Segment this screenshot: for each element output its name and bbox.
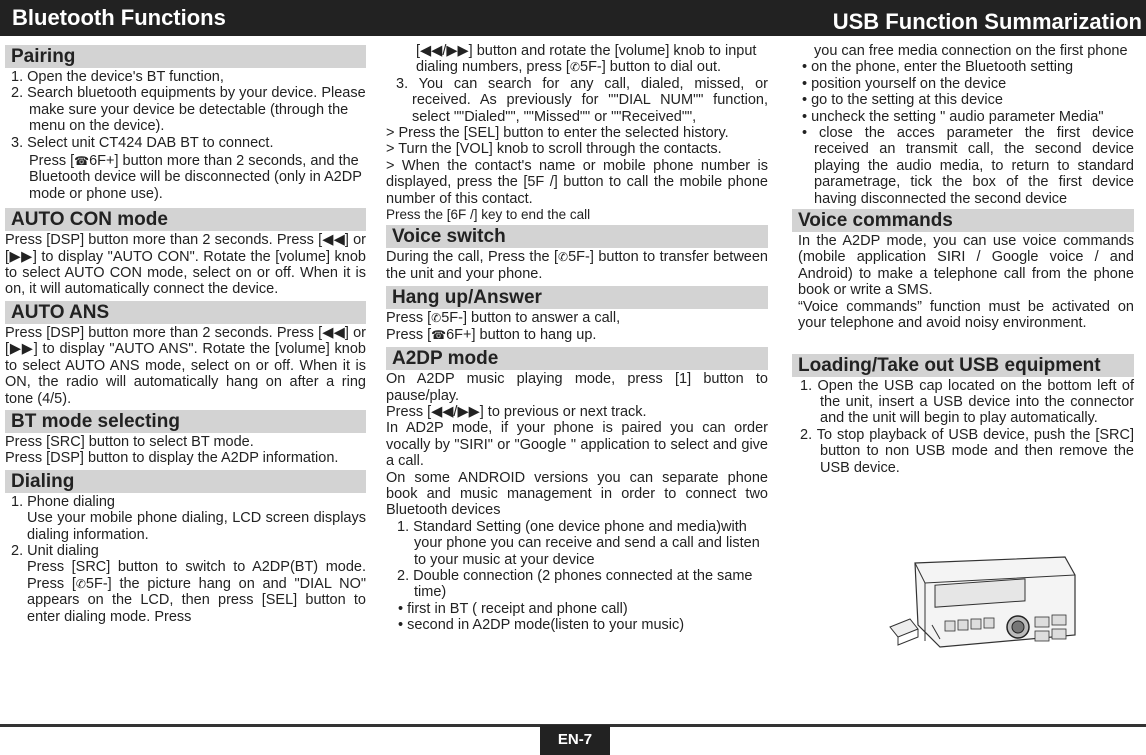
- pairing-item-3: 3. Select unit CT424 DAB BT to connect.: [11, 134, 274, 151]
- usb-item-1: 1. Open the USB cap located on the bottom left of the unit, insert a USB device into the connector and the unit will begin to play automatically.: [800, 377, 1134, 427]
- a2dp-bullet-1: • first in BT ( receipt and phone call): [398, 600, 628, 617]
- setting-bullet-3: • go to the setting at this device: [802, 92, 1003, 109]
- btmode-line-2: Press [DSP] button to display the A2DP information.: [5, 450, 339, 467]
- pairing-item-1: 1. Open the device's BT function,: [11, 69, 224, 85]
- search-item-3: 3. You can search for any call, dialed, missed, or received. As previously for ""DIAL NUM"" function, select ""Dialed"", ""Missed"" or ""Received"",: [396, 75, 768, 125]
- setting-bullet-4: • uncheck the setting " audio parameter Media": [802, 108, 1104, 125]
- phone-call-icon: ✆: [431, 311, 442, 326]
- car-radio-usb-illustration: [880, 555, 1080, 655]
- voice-commands-p2: “Voice commands” function must be activated on your telephone and avoid noisy environment.: [798, 298, 1134, 332]
- pairing-heading: Pairing: [5, 45, 366, 68]
- voiceswitch-heading: Voice switch: [386, 225, 768, 248]
- voice-commands-heading: Voice commands: [792, 209, 1134, 232]
- autocon-text: Press [DSP] button more than 2 seconds. Press [◀◀] or [▶▶] to display "AUTO CON". Rotate the [volume] knob to select AUTO CON mode, select on or off. When it is on, it will automatically connect the device.: [5, 232, 366, 298]
- dialing-continued: [◀◀/▶▶] button and rotate the [volume] knob to input dialing numbers, press [✆5F-] button to dial out.: [416, 43, 757, 76]
- phone-call-icon: ✆: [569, 60, 580, 75]
- autoans-heading: AUTO ANS: [5, 301, 366, 324]
- btmode-line-1: Press [SRC] button to select BT mode.: [5, 433, 254, 450]
- dialing-sub-2-text: Press [SRC] button to switch to A2DP(BT) mode. Press [✆5F-] the picture hang on and "DIAL NO" appears on the LCD, then press [SEL] button to enter dialing mode. Press: [27, 559, 367, 625]
- left-title: Bluetooth Functions: [12, 5, 226, 30]
- setting-bullet-5: • close the acces parameter the first device received an transmit call, the second device playing the audio media, to return to standard parametrage, tick the box of the first device having disconnected the second device: [802, 125, 1134, 207]
- hangup-line-2: Press [☎6F+] button to hang up.: [386, 326, 597, 343]
- phone-hangup-icon: ☎: [431, 327, 447, 342]
- phone-call-icon: ✆: [558, 250, 569, 265]
- a2dp-heading: A2DP mode: [386, 347, 768, 370]
- search-step-2: > Turn the [VOL] knob to scroll through the contacts.: [386, 141, 722, 158]
- phone-call-icon: ✆: [75, 576, 86, 591]
- a2dp-p4: On some ANDROID versions you can separate phone book and music management in order to connect two Bluetooth devices: [386, 469, 768, 519]
- phone-hangup-icon: ☎: [74, 154, 90, 169]
- a2dp-list-1: 1. Standard Setting (one device phone and media)with your phone you can receive and send a call and listen to your music at your device: [397, 518, 760, 568]
- column-right: [792, 43, 1134, 476]
- dialing-sub-1-text: Use your mobile phone dialing, LCD screen displays dialing information.: [27, 510, 366, 543]
- dialing-sub-2: 2. Unit dialing: [11, 542, 99, 559]
- pairing-item-2: 2. Search bluetooth equipments by your device. Please make sure your device be detectable (through the menu on the device).: [11, 85, 366, 135]
- dialing-sub-1: 1. Phone dialing: [11, 493, 115, 510]
- page-number: EN-7: [540, 725, 610, 755]
- a2dp-p1: On A2DP music playing mode, press [1] button to pause/play.: [386, 371, 768, 404]
- a2dp-continued: you can free media connection on the first phone: [814, 43, 1128, 59]
- column-middle: [386, 43, 768, 634]
- btmode-heading: BT mode selecting: [5, 410, 366, 433]
- voiceswitch-text: During the call, Press the [✆5F-] button to transfer between the unit and your phone.: [386, 249, 768, 282]
- hangup-line-1: Press [✆5F-] button to answer a call,: [386, 310, 621, 327]
- pairing-press-text: Press [☎6F+] button more than 2 seconds, and the Bluetooth device will be disconnected (only in A2DP mode or phone use).: [29, 153, 362, 202]
- a2dp-p3: In AD2P mode, if your phone is paired you can order vocally by "SIRI" or "Google " application to select and give a call.: [386, 420, 768, 470]
- search-step-4: Press the [6F /] key to end the call: [386, 207, 591, 223]
- search-step-1: > Press the [SEL] button to enter the selected history.: [386, 125, 729, 142]
- setting-bullet-2: • position yourself on the device: [802, 75, 1007, 92]
- a2dp-p2: Press [◀◀/▶▶] to previous or next track.: [386, 403, 647, 420]
- voice-commands-p1: In the A2DP mode, you can use voice commands (mobile application SIRI / Google voice / and Android) to make a telephone call from the phone book or write a SMS.: [798, 233, 1134, 299]
- usb-item-2: 2. To stop playback of USB device, push the [SRC] button to non USB mode and then remove the USB device.: [800, 426, 1134, 476]
- autocon-heading: AUTO CON mode: [5, 208, 366, 231]
- dialing-heading: Dialing: [5, 470, 366, 493]
- search-step-3: > When the contact's name or mobile phone number is displayed, press the [5F /] button to call the mobile phone number of this contact.: [386, 157, 768, 207]
- autoans-text: Press [DSP] button more than 2 seconds. Press [◀◀] or [▶▶] to display "AUTO ANS". Rotate the [volume] knob to select AUTO ANS mode, select on or off. When it is ON, the radio will automatically hang on after a ring tone (4/5).: [5, 324, 366, 407]
- setting-bullet-1: • on the phone, enter the Bluetooth setting: [802, 59, 1074, 76]
- a2dp-bullet-2: • second in A2DP mode(listen to your music): [398, 617, 685, 634]
- header-bar: [0, 0, 1146, 36]
- right-title: USB Function Summarization: [832, 9, 1142, 34]
- usb-heading: Loading/Take out USB equipment: [792, 354, 1134, 377]
- column-left: [5, 43, 366, 625]
- hangup-heading: Hang up/Answer: [386, 286, 768, 309]
- a2dp-list-2: 2. Double connection (2 phones connected at the same time): [397, 567, 753, 601]
